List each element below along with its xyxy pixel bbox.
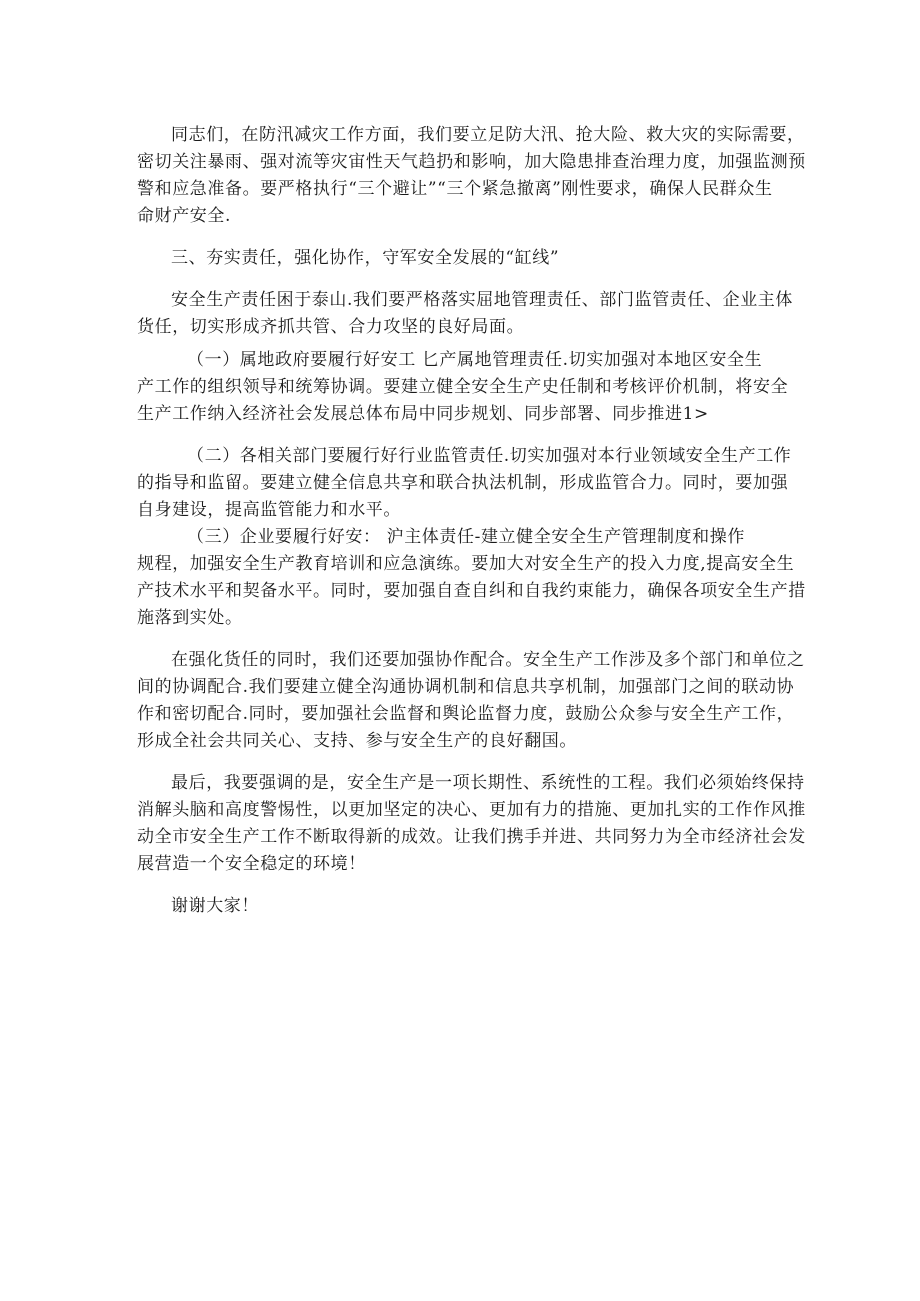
- paragraph-item-three: [137, 524, 806, 632]
- paragraph-item-two: [137, 443, 792, 524]
- paragraph-responsibility: [137, 287, 794, 341]
- text-line: 命财产安全.: [137, 206, 232, 226]
- paragraph-conclusion: [137, 770, 806, 878]
- text-line: 同志们，在防汛减灾工作方面，我们要立足防大汛、抢大险、救大灾的实际需要，: [171, 125, 805, 145]
- text-line: 产工作的组织领导和统筹协调。要建立健全安全生产史任制和考核评价机制，将安全: [137, 377, 789, 397]
- text-line: 谢谢大家！: [171, 896, 259, 916]
- text-line: 三、夯实责任，强化协作，守军安全发展的“缸线”: [171, 248, 560, 268]
- text-line: 间的协调配合.我们要建立健全沟通协调机制和信息共享机制，加强部门之间的联动协: [137, 677, 795, 697]
- text-line: （三）企业要履行好安： 沪主体责任-建立健全安全生产管理制度和操作: [187, 527, 745, 547]
- section-heading-three: [137, 245, 785, 272]
- text-line: 在强化货任的同时，我们还要加强协作配合。安全生产工作涉及多个部门和单位之: [171, 650, 805, 670]
- text-line: 最后，我要强调的是，安全生产是一项长期性、系统性的工程。我们必须始终保持: [171, 773, 805, 793]
- paragraph-thanks: [137, 893, 785, 920]
- text-line: 自身建设，提高监管能力和水平。: [137, 500, 401, 520]
- text-line: 消解头脑和高度警惕性，以更加坚定的决心、更加有力的措施、更加扎实的工作作风推: [137, 800, 806, 820]
- text-line: 警和应急准备。要严格执行“三个避让”“三个紧急撤离”刚性要求，确保人民群众生: [137, 179, 773, 199]
- text-line: 规程，加强安全生产教育培训和应急演练。要加大对安全生产的投入力度,提高安全生: [137, 554, 795, 574]
- text-line: 动全市安全生产工作不断取得新的成效。让我们携手并进、共同努力为全市经济社会发: [137, 827, 806, 847]
- text-line: 生产工作纳入经济社会发展总体布局中同步规划、同步部署、同步推进1>: [137, 404, 709, 424]
- text-line: 作和密切配合.同时，要加强社会监督和舆论监督力度，鼓励公众参与安全生产工作，: [137, 704, 795, 724]
- document-body: [137, 122, 806, 920]
- text-line: 密切关注暴雨、强对流等灾宙性天气趋扔和影响，加大隐患排查治理力度，加强监测预: [137, 152, 806, 172]
- text-line: 产技术水平和契备水平。同时，要加强自查自纠和自我约束能力，确保各项安全生产措: [137, 581, 806, 601]
- text-line: 施落到实处。: [137, 608, 243, 628]
- paragraph-flood-control: [137, 122, 806, 230]
- text-line: 的指导和监留。要建立健全信息共享和联合执法机制，形成监管合力。同时，要加强: [137, 473, 789, 493]
- text-line: 货任，切实形成齐抓共管、合力攻坚的良好局面。: [137, 317, 525, 337]
- text-line: 形成全社会共同关心、支持、参与安全生产的良好翻国。: [137, 731, 577, 751]
- text-line: （二）各相关部门要履行好行业监管责任.切实加强对本行业领域安全生产工作: [187, 446, 792, 466]
- paragraph-cooperation: [137, 647, 805, 755]
- text-line: 安全生产责任困于泰山.我们要严格落实屈地管理责任、部门监管责任、企业主体: [171, 290, 794, 310]
- text-line: （一）属地政府要履行好安工 匕产属地管理责任.切实加强对本地区安全生: [187, 350, 763, 370]
- paragraph-item-one: [137, 347, 789, 428]
- text-line: 展营造一个安全稳定的环境！: [137, 854, 366, 874]
